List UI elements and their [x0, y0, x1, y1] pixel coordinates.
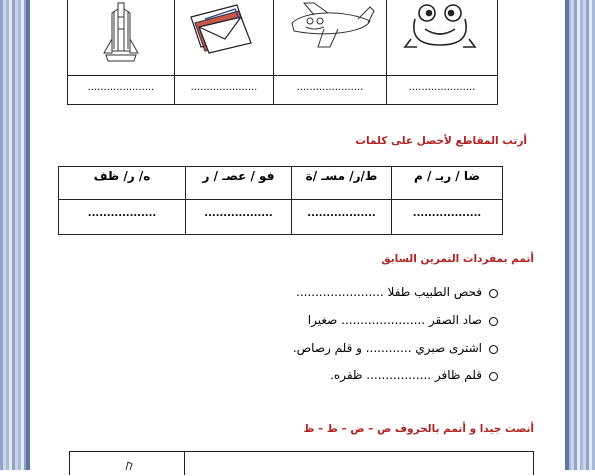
exercise2-title: أتمم بمفردات التمرين السابق	[381, 253, 534, 265]
answer-dots: .....................	[87, 82, 155, 93]
answer-cell-airplane[interactable]	[273, 75, 387, 105]
picture-cell-rocket	[67, 0, 175, 76]
picture-cell-envelopes	[174, 0, 274, 76]
frog-icon	[387, 0, 497, 75]
syllable-text: ط/ر/ مسـ /ة	[305, 169, 378, 183]
answer-dots: ..................	[307, 208, 376, 219]
syllable-text: ضا / ريـ / م	[414, 169, 480, 183]
bullet-icon	[489, 372, 498, 381]
exercise3-picture-cell	[69, 451, 185, 475]
syllable-cell	[291, 166, 392, 200]
bullet-icon	[489, 345, 498, 354]
answer-dots: ..................	[204, 208, 273, 219]
picture-cell-airplane	[273, 0, 387, 76]
answer-dots: .....................	[408, 82, 476, 93]
syllable-cell	[58, 166, 186, 200]
sentence-1: فحص الطبيب طفلا .......................	[296, 285, 482, 299]
exercise1-title: أرتب المقاطع لأحصل على كلمات	[355, 135, 527, 147]
syllable-text: ه/ ر/ ظف	[93, 169, 151, 183]
page-border-left	[0, 0, 30, 470]
bullet-icon	[489, 289, 498, 298]
answer-dots: .....................	[296, 82, 364, 93]
word-answer-cell[interactable]	[58, 199, 186, 235]
sentence-4: قلم ظافر ................. ظفره.	[330, 368, 482, 382]
syllable-cell	[185, 166, 292, 200]
answer-cell-frog[interactable]	[386, 75, 498, 105]
bullet-icon	[489, 317, 498, 326]
airplane-icon	[274, 0, 386, 75]
syllable-cell	[391, 166, 503, 200]
exercise3-title: أنصت جيدا و أتمم بالحروف ص – ض – ط – ظ	[303, 423, 534, 435]
answer-cell-envelopes[interactable]	[174, 75, 274, 105]
page-border-right	[565, 0, 595, 470]
answer-cell-rocket[interactable]	[67, 75, 175, 105]
answer-dots: ..................	[412, 208, 482, 219]
exercise3-answer-cell[interactable]	[184, 451, 534, 475]
word-answer-cell[interactable]	[391, 199, 503, 235]
word-answer-cell[interactable]	[291, 199, 392, 235]
sentence-2: صاد الصقر ...................... صغيرا	[307, 313, 482, 327]
syllable-text: فو / عصـ / ر	[202, 169, 275, 183]
picture-cell-frog	[386, 0, 498, 76]
answer-dots: .....................	[190, 82, 258, 93]
sentence-3: اشترى صبري ............ و قلم رصاص.	[292, 341, 482, 355]
rocket-icon	[68, 0, 174, 75]
picture-fragment-icon	[70, 452, 184, 472]
word-answer-cell[interactable]	[185, 199, 292, 235]
answer-dots: ..................	[87, 208, 157, 219]
envelopes-icon	[175, 0, 273, 75]
